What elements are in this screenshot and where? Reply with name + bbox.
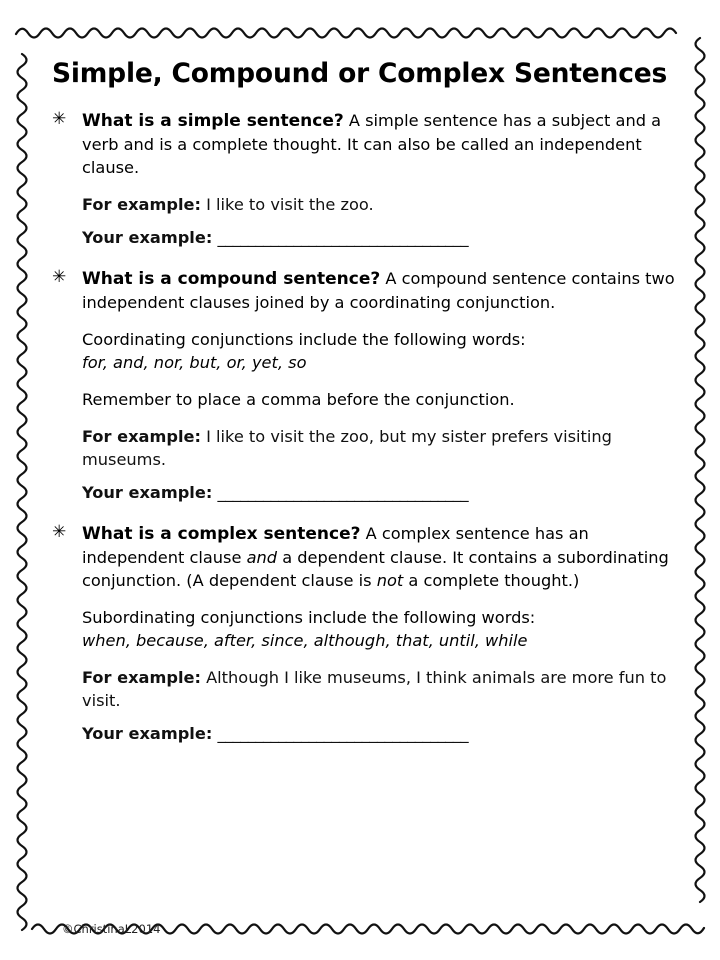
for-example-text: Although I like museums, I think animals are more fun to visit. (82, 668, 667, 711)
section-simple (44, 109, 676, 249)
definition-text: A simple sentence has a subject and a verb and is a complete thought. It can also be called an independent clause. (82, 111, 662, 178)
asterisk-icon: ✳ (52, 267, 67, 288)
for-example-row (82, 193, 676, 216)
question-heading: What is a compound sentence? (82, 269, 381, 290)
note-conjunction-list (82, 328, 676, 374)
asterisk-icon: ✳ (52, 109, 67, 129)
for-example-label: For example: (82, 195, 201, 215)
note-text: Remember to place a comma before the conjunction. (82, 390, 515, 410)
question-heading: What is a complex sentence? (82, 524, 361, 545)
for-example-label: For example: (82, 668, 201, 688)
note-text: Subordinating conjunctions include the following words: (82, 608, 536, 628)
definition-text: A compound sentence contains two independent clauses joined by a coordinating conjunction. (82, 269, 675, 313)
question-and-definition (82, 109, 676, 179)
your-example-blank[interactable]: _________________________________ (217, 724, 469, 744)
your-example-label: Your example: (82, 228, 213, 248)
definition-emphasis-and: and (246, 548, 278, 568)
for-example-row (82, 425, 676, 471)
your-example-label: Your example: (82, 483, 213, 503)
your-example-row[interactable] (82, 226, 676, 249)
note-text: Coordinating conjunctions include the following words: (82, 330, 526, 350)
your-example-blank[interactable]: _________________________________ (217, 228, 469, 248)
definition-text-part1: A complex sentence has an independent clause (82, 524, 589, 568)
for-example-label: For example: (82, 427, 201, 447)
for-example-row (82, 666, 676, 712)
definition-text-part2: a dependent clause. It contains a subordinating conjunction. (A dependent clause is (82, 548, 669, 591)
your-example-row[interactable] (82, 481, 676, 504)
your-example-blank[interactable]: _________________________________ (217, 483, 469, 503)
conjunction-word-list: when, because, after, since, although, that, until, while (82, 631, 528, 651)
section-complex (44, 522, 676, 745)
note-comma-rule (82, 388, 676, 411)
question-heading: What is a simple sentence? (82, 111, 344, 131)
for-example-text: I like to visit the zoo. (206, 195, 374, 215)
conjunction-word-list: for, and, nor, but, or, yet, so (82, 353, 307, 373)
asterisk-icon: ✳ (52, 522, 67, 543)
note-conjunction-list (82, 606, 676, 652)
section-compound (44, 267, 676, 504)
worksheet-content (44, 58, 676, 918)
copyright-notice: ©ChristinaL2014 (62, 922, 161, 936)
definition-text-part3: a complete thought.) (403, 571, 580, 591)
page-title: Simple, Compound or Complex Sentences (52, 58, 668, 89)
definition-emphasis-not: not (376, 571, 404, 591)
question-and-definition (82, 522, 676, 592)
your-example-label: Your example: (82, 724, 213, 744)
your-example-row[interactable] (82, 722, 676, 745)
question-and-definition (82, 267, 676, 314)
for-example-text: I like to visit the zoo, but my sister prefers visiting museums. (82, 427, 612, 470)
